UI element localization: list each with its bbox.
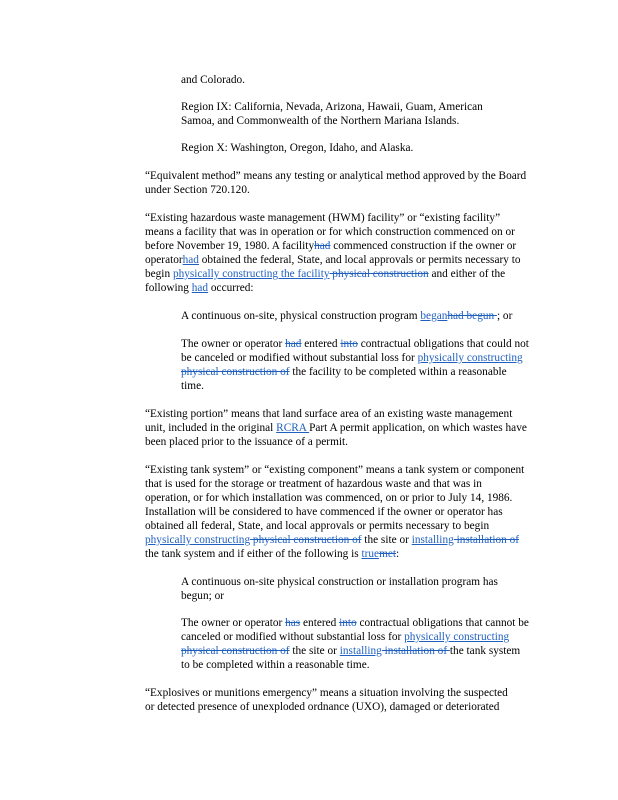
text-segment: contractual obligations that could not	[357, 338, 529, 350]
text-segment: obtained the federal, State, and local approvals or permits necessary to	[198, 254, 521, 266]
equivalent-method-line2: under Section 720.120.	[145, 184, 250, 196]
text-segment: canceled or modified without substantial loss for	[181, 631, 405, 643]
hwm-facility-line4	[145, 254, 520, 267]
owner-clause1-line3	[181, 366, 507, 379]
deleted-text: into	[340, 338, 358, 350]
text-segment: and either of the	[428, 268, 506, 280]
text-segment: begin	[145, 268, 173, 280]
region-ix-line1: Region IX: California, Nevada, Arizona, Hawaii, Guam, American	[181, 101, 483, 113]
inserted-text: physically constructing	[404, 631, 510, 643]
tank-system-line4: Installation will be considered to have commenced if the owner or operator has	[145, 506, 503, 518]
text-segment: commenced construction if the owner or	[330, 240, 517, 252]
region-ix-line2: Samoa, and Commonwealth of the Northern Mariana Islands.	[181, 115, 460, 127]
tank-system-line6	[145, 534, 519, 547]
text-segment: operator	[145, 254, 183, 266]
tank-system-line3: operation, or for which installation was commenced, on or prior to July 14, 1986.	[145, 492, 513, 504]
owner-clause2-line1	[181, 617, 529, 630]
text-segment: before November 19, 1980. A facility	[145, 240, 315, 252]
deleted-text: had	[314, 240, 331, 252]
owner-clause2-line4: to be completed within a reasonable time.	[181, 659, 370, 671]
text-segment: the site or	[361, 534, 412, 546]
region-continuation: and Colorado.	[181, 74, 246, 86]
deleted-text: physical construction	[329, 268, 429, 280]
text-segment: the facility to be completed within a reasonable	[289, 366, 507, 378]
region-x: Region X: Washington, Oregon, Idaho, and Alaska.	[181, 142, 414, 154]
text-segment: :	[396, 548, 400, 560]
inserted-text: physically constructing	[417, 352, 523, 364]
tank-system-line5: obtained all federal, State, and local approvals or permits necessary to begin	[145, 520, 490, 532]
text-segment: contractual obligations that cannot be	[356, 617, 529, 629]
text-segment: entered	[300, 617, 340, 629]
text-segment: entered	[301, 338, 341, 350]
deleted-text: physical construction of	[181, 645, 290, 657]
text-segment: A continuous on-site, physical construction program	[181, 310, 421, 322]
owner-clause2-line3	[181, 645, 520, 658]
deleted-text: met	[379, 548, 397, 560]
continuous-program	[181, 310, 512, 323]
deleted-text: had	[285, 338, 302, 350]
hwm-facility-line6	[145, 282, 254, 295]
inserted-text: physically constructing	[145, 534, 251, 546]
hwm-facility-line3	[145, 240, 516, 253]
inserted-text: had	[191, 282, 209, 294]
owner-clause1-line1	[181, 338, 529, 351]
inserted-text: physically constructing the facility	[172, 268, 330, 280]
hwm-facility-line5	[145, 268, 505, 281]
hwm-facility-line2: means a facility that was in operation or for which construction commenced on or	[145, 226, 515, 238]
deleted-text: installation of	[453, 534, 520, 546]
hwm-facility-line1: “Existing hazardous waste management (HWM) facility” or “existing facility”	[145, 212, 501, 224]
inserted-text: had	[182, 254, 199, 266]
text-segment: The owner or operator	[181, 617, 286, 629]
existing-portion-line1: “Existing portion” means that land surface area of an existing waste management	[145, 408, 513, 420]
tank-system-line7	[145, 548, 399, 561]
owner-clause1-line2	[181, 352, 523, 365]
text-segment: unit, included in the original	[145, 422, 277, 434]
text-segment: Part A permit application, on which wastes have	[309, 422, 527, 434]
text-segment: be canceled or modified without substantial loss for	[181, 352, 418, 364]
continuous-program2-line1: A continuous on-site physical construction or installation program has	[181, 576, 498, 588]
deleted-text: had begun	[447, 310, 497, 322]
deleted-text: into	[339, 617, 357, 629]
tank-system-line1: “Existing tank system” or “existing component” means a tank system or component	[145, 464, 525, 476]
inserted-text: installing	[339, 645, 382, 657]
deleted-text: has	[285, 617, 301, 629]
inserted-text: RCRA	[276, 422, 310, 434]
tank-system-line2: that is used for the storage or treatment of hazardous waste and that was in	[145, 478, 482, 490]
explosives-line2: or detected presence of unexploded ordnance (UXO), damaged or deteriorated	[145, 701, 500, 713]
owner-clause2-line2	[181, 631, 509, 644]
text-segment: following	[145, 282, 192, 294]
continuous-program2-line2: begun; or	[181, 590, 224, 602]
explosives-line1: “Explosives or munitions emergency” means a situation involving the suspected	[145, 687, 508, 699]
inserted-text: installing	[411, 534, 454, 546]
deleted-text: installation of	[381, 645, 450, 657]
inserted-text: true	[361, 548, 380, 560]
existing-portion-line3: been placed prior to the issuance of a permit.	[145, 436, 348, 448]
text-segment: the tank system and if either of the following is	[145, 548, 362, 560]
deleted-text: physical construction of	[250, 534, 362, 546]
inserted-text: began	[420, 310, 448, 322]
text-segment: the tank system	[449, 645, 521, 657]
text-segment: the site or	[289, 645, 340, 657]
text-segment: ; or	[496, 310, 513, 322]
owner-clause1-line4: time.	[181, 380, 204, 392]
text-segment: The owner or operator	[181, 338, 286, 350]
equivalent-method-line1: “Equivalent method” means any testing or analytical method approved by the Board	[145, 170, 527, 182]
deleted-text: physical construction of	[181, 366, 290, 378]
existing-portion-line2	[145, 422, 527, 435]
text-segment: occurred:	[208, 282, 254, 294]
